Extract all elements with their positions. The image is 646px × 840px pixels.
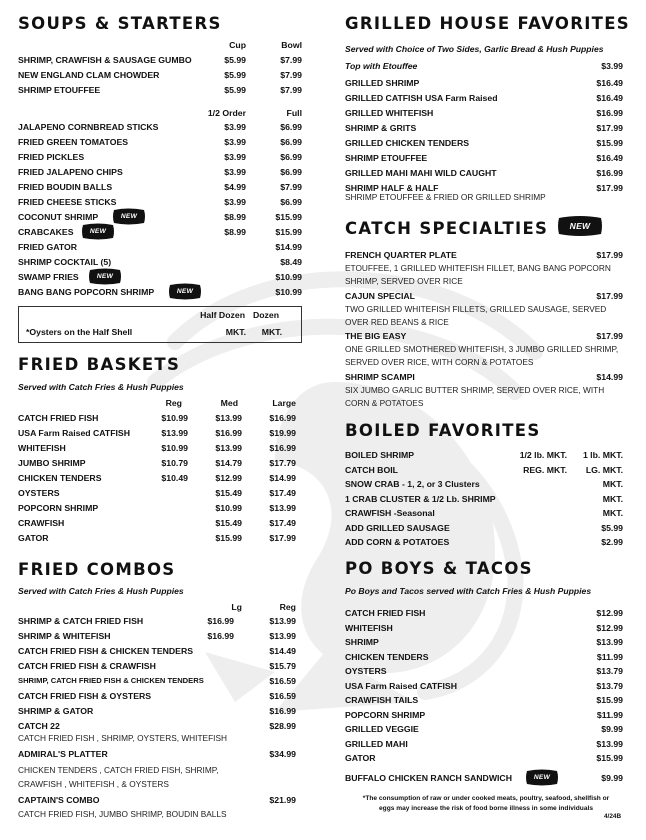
footnote-line-1: *The consumption of raw or under cooked meats, poultry, seafood, shellfish or <box>362 795 610 802</box>
item-price-large: $14.99 <box>269 473 296 483</box>
item-description: SERVED OVER RICE, WITH CORN & POTATOES <box>345 357 534 367</box>
menu-item <box>345 448 625 462</box>
item-price-reg: $13.99 <box>269 616 296 626</box>
menu-item <box>18 614 302 628</box>
item-price-lg: $16.99 <box>207 616 234 626</box>
menu-item <box>18 426 302 440</box>
item-name: SHRIMP ETOUFFEE <box>18 85 101 95</box>
item-price-reg: $10.79 <box>161 458 188 468</box>
item-price-large: $17.49 <box>269 518 296 528</box>
menu-item <box>18 270 302 284</box>
item-name: CATCH BOIL <box>345 464 398 475</box>
item-price: $3.99 <box>601 61 623 71</box>
menu-item <box>18 150 302 164</box>
oyster-box <box>18 306 302 343</box>
item-price-full: $7.99 <box>280 182 302 192</box>
item-price: $17.99 <box>596 331 623 341</box>
item-description: ONE GRILLED SMOTHERED WHITEFISH, 3 JUMBO GRILLED SHRIMP, <box>345 344 619 354</box>
item-name: NEW ENGLAND CLAM CHOWDER <box>18 70 160 80</box>
new-badge: NEW <box>88 268 122 285</box>
menu-item <box>345 737 625 751</box>
item-price: $13.79 <box>596 666 623 676</box>
menu-item <box>345 76 625 90</box>
grilled-subtitle: Served with Choice of Two Sides, Garlic Bread & Hush Puppies <box>345 44 604 54</box>
item-price: $15.99 <box>596 138 623 148</box>
item-price-full: $10.99 <box>275 272 302 282</box>
item-name: FRIED CHEESE STICKS <box>18 197 117 207</box>
col-head-cup: Cup <box>229 40 246 50</box>
item-price-reg: $16.59 <box>269 676 296 686</box>
item-name: FRIED JALAPENO CHIPS <box>18 167 123 177</box>
poboys-title: PO BOYS & TACOS <box>345 559 533 578</box>
item-price: $17.99 <box>596 123 623 133</box>
item-price-full: $15.99 <box>275 227 302 237</box>
item-price-bowl: $7.99 <box>280 85 302 95</box>
menu-item <box>345 106 625 120</box>
menu-item <box>345 248 625 262</box>
item-price-full: $6.99 <box>280 122 302 132</box>
item-price-large: $19.99 <box>269 428 296 438</box>
item-name: GATOR <box>18 533 49 543</box>
menu-item <box>18 53 302 67</box>
menu-item <box>18 411 302 425</box>
item-name: ADD CORN & POTATOES <box>345 537 450 547</box>
item-description: CORN & POTATOES <box>345 397 424 408</box>
menu-item <box>345 693 625 707</box>
menu-item <box>18 135 302 149</box>
item-price-full: $14.99 <box>275 242 302 252</box>
combos-subtitle: Served with Catch Fries & Hush Puppies <box>18 586 184 596</box>
menu-item <box>345 635 625 649</box>
specialties-title: CATCH SPECIALTIES <box>345 219 549 238</box>
footnote-line-2: eggs may increase the risk of food borne illness in some individuals <box>379 805 593 812</box>
item-price: $9.99 <box>601 724 623 734</box>
item-price-bowl: $7.99 <box>280 70 302 80</box>
soups-title: SOUPS & STARTERS <box>18 14 222 33</box>
item-name: SHRIMP & WHITEFISH <box>18 631 111 641</box>
item-name: GRILLED CATFISH USA Farm Raised <box>345 93 498 103</box>
item-price-med: $14.79 <box>215 458 242 468</box>
item-price: $17.99 <box>596 183 623 193</box>
baskets-title: FRIED BASKETS <box>18 355 181 374</box>
item-price-large: $16.99 <box>269 443 296 453</box>
item-price-med: $13.99 <box>215 413 242 423</box>
menu-item <box>345 664 625 678</box>
version-code: 4/24B <box>604 813 622 820</box>
menu-item <box>18 456 302 470</box>
item-price-full: $6.99 <box>280 197 302 207</box>
menu-item <box>18 516 302 530</box>
col-head-bowl: Bowl <box>281 40 302 50</box>
item-price: $13.79 <box>596 680 623 691</box>
item-name: CATCH FRIED FISH & OYSTERS <box>18 691 152 701</box>
item-name: CRAWFISH -Seasonal <box>345 508 435 518</box>
item-price: $16.99 <box>596 108 623 118</box>
item-name: CRAWFISH <box>18 518 65 528</box>
item-price-full: $8.49 <box>280 257 302 267</box>
item-name: CHICKEN TENDERS <box>345 651 429 662</box>
item-name: GATOR <box>345 753 376 763</box>
item-price-half: $4.99 <box>224 182 246 192</box>
col-head-med: Med <box>220 398 238 408</box>
item-price: $16.49 <box>596 78 623 88</box>
item-name: JUMBO SHRIMP <box>18 458 86 468</box>
item-name: SHRIMP & GRITS <box>345 123 417 133</box>
item-name: SHRIMP HALF & HALF <box>345 183 439 193</box>
item-name: SHRIMP & GATOR <box>18 706 94 716</box>
item-price-cup: $5.99 <box>224 85 246 95</box>
menu-item <box>18 240 302 254</box>
menu-item <box>345 722 625 736</box>
menu-item <box>18 68 302 82</box>
item-name: BANG BANG POPCORN SHRIMP <box>18 287 155 297</box>
item-description: OVER RED BEANS & RICE <box>345 316 449 327</box>
item-price: $15.99 <box>596 753 623 763</box>
item-price-large: MKT. <box>602 479 623 489</box>
item-name: *Oysters on the Half Shell <box>26 327 133 337</box>
item-price-half: $8.99 <box>224 212 246 222</box>
item-price-med: $16.99 <box>215 428 242 438</box>
item-price-large: $5.99 <box>601 522 623 533</box>
item-name: GRILLED WHITEFISH <box>345 108 434 118</box>
menu-item <box>345 650 625 664</box>
item-name: CATCH FRIED FISH & CHICKEN TENDERS <box>18 646 194 656</box>
menu-item <box>18 644 302 658</box>
item-price-med: $15.49 <box>215 518 242 528</box>
menu-item <box>345 521 625 535</box>
item-name: CATCH FRIED FISH <box>345 608 426 618</box>
item-price-large: $17.79 <box>269 458 296 468</box>
item-name: GRILLED CHICKEN TENDERS <box>345 138 470 148</box>
item-name: WHITEFISH <box>345 622 393 633</box>
item-name: SHRIMP, CRAWFISH & SAUSAGE GUMBO <box>18 55 192 65</box>
menu-item <box>18 471 302 485</box>
item-name: POPCORN SHRIMP <box>18 503 99 513</box>
item-name: JALAPENO CORNBREAD STICKS <box>18 122 159 132</box>
menu-item <box>18 83 302 97</box>
col-head-reg: Reg <box>165 398 182 408</box>
item-name: POPCORN SHRIMP <box>345 709 426 720</box>
item-name: CAPTAIN'S COMBO <box>18 795 100 805</box>
item-price-large: $17.49 <box>269 488 296 498</box>
item-name: WHITEFISH <box>18 443 66 453</box>
admirals-description-2: CRAWFISH , WHITEFISH , & OYSTERS <box>18 779 169 789</box>
captains-description: CATCH FRIED FISH, JUMBO SHRIMP, BOUDIN BALLS <box>18 809 227 819</box>
item-price-reg: $10.99 <box>161 443 188 453</box>
item-price-reg: $13.99 <box>269 631 296 641</box>
item-price-bowl: $7.99 <box>280 55 302 65</box>
item-price-small: REG. MKT. <box>523 464 567 475</box>
item-name: Top with Etouffee <box>345 61 418 71</box>
item-price-reg: $15.79 <box>269 661 296 671</box>
item-price-half-dozen: MKT. <box>225 327 246 337</box>
menu-item <box>18 285 302 299</box>
col-head-reg: Reg <box>279 602 296 612</box>
menu-item <box>345 492 625 506</box>
menu-item <box>18 689 302 703</box>
item-price-full: $6.99 <box>280 152 302 162</box>
item-description: TWO GRILLED WHITEFISH FILLETS, GRILLED SAUSAGE, SERVED <box>345 303 607 314</box>
admirals-description-1: CHICKEN TENDERS , CATCH FRIED FISH, SHRIMP, <box>18 765 219 775</box>
menu-item <box>18 486 302 500</box>
half-and-half-description: SHRIMP ETOUFFEE & FRIED OR GRILLED SHRIMP <box>345 192 546 202</box>
item-price-reg: $10.49 <box>161 473 188 483</box>
item-price: $11.99 <box>596 709 623 720</box>
new-badge: NEW <box>168 283 202 300</box>
item-price-half: $3.99 <box>224 152 246 162</box>
item-price: $12.99 <box>596 608 623 618</box>
item-name: OYSTERS <box>345 666 387 676</box>
item-price-large: $17.99 <box>269 533 296 543</box>
menu-item <box>18 255 302 269</box>
menu-item <box>345 606 625 620</box>
item-name: SHRIMP SCAMPI <box>345 371 415 382</box>
item-name: CATCH FRIED FISH & CRAWFISH <box>18 661 156 671</box>
menu-item-top-etouffee <box>345 59 625 73</box>
item-price-med: $15.49 <box>215 488 242 498</box>
item-price-large: LG. MKT. <box>585 464 623 475</box>
item-price-large: $13.99 <box>269 503 296 513</box>
menu-item <box>345 329 625 343</box>
item-price-full: $6.99 <box>280 167 302 177</box>
menu-item <box>18 441 302 455</box>
menu-item <box>18 704 302 718</box>
new-badge: NEW <box>525 769 559 786</box>
item-price-cup: $5.99 <box>224 70 246 80</box>
item-price-med: $13.99 <box>215 443 242 453</box>
item-price-half: $3.99 <box>224 122 246 132</box>
menu-item <box>18 225 302 239</box>
menu-item <box>18 165 302 179</box>
item-name: FRIED BOUDIN BALLS <box>18 182 113 192</box>
new-badge: NEW <box>112 208 146 225</box>
item-price-lg: $16.99 <box>207 631 234 641</box>
menu-item <box>345 289 625 303</box>
menu-item-captains-combo <box>18 793 298 807</box>
menu-item-admirals-platter <box>18 747 298 761</box>
col-head-lg: Lg <box>231 602 242 612</box>
item-name: ADD GRILLED SAUSAGE <box>345 522 450 533</box>
combos-title: FRIED COMBOS <box>18 560 176 579</box>
item-price-half: $3.99 <box>224 197 246 207</box>
item-name: USA Farm Raised CATFISH <box>345 680 457 691</box>
item-name: GRILLED SHRIMP <box>345 78 420 88</box>
item-name: CRABCAKES <box>18 227 74 237</box>
menu-item <box>18 210 302 224</box>
item-name: ADMIRAL'S PLATTER <box>18 749 108 759</box>
item-price-large: MKT. <box>602 493 623 504</box>
item-price-med: $12.99 <box>215 473 242 483</box>
menu-item <box>18 674 302 688</box>
item-price-half: $8.99 <box>224 227 246 237</box>
menu-item-buffalo-sandwich <box>345 771 625 785</box>
item-price: $21.99 <box>269 795 296 805</box>
item-name: SHRIMP & CATCH FRIED FISH <box>18 616 144 626</box>
item-name: USA Farm Raised CATFISH <box>18 428 130 438</box>
item-price-med: $15.99 <box>215 533 242 543</box>
col-head-half-dozen: Half Dozen <box>200 310 245 320</box>
item-price: $34.99 <box>269 749 296 759</box>
menu-item <box>18 629 302 643</box>
item-name: FRENCH QUARTER PLATE <box>345 250 457 260</box>
menu-item <box>345 708 625 722</box>
item-name: GRILLED MAHI <box>345 738 408 749</box>
menu-item <box>18 180 302 194</box>
menu-item <box>345 370 625 384</box>
item-price-large: MKT. <box>602 508 623 518</box>
item-price-half: $3.99 <box>224 167 246 177</box>
item-price: $14.99 <box>596 371 623 382</box>
item-name: SHRIMP COCKTAIL (5) <box>18 257 112 267</box>
item-description: SIX JUMBO GARLIC BUTTER SHRIMP, SERVED OVER RICE, WITH <box>345 384 605 395</box>
menu-item <box>345 506 625 520</box>
item-name: BOILED SHRIMP <box>345 450 415 460</box>
col-head-half-order: 1/2 Order <box>207 108 246 118</box>
item-name: CAJUN SPECIAL <box>345 290 415 301</box>
item-name: CHICKEN TENDERS <box>18 473 102 483</box>
item-name: FRIED GREEN TOMATOES <box>18 137 129 147</box>
item-price-large: 1 lb. MKT. <box>582 450 623 460</box>
item-name: SNOW CRAB - 1, 2, or 3 Clusters <box>345 479 480 489</box>
item-name: OYSTERS <box>18 488 60 498</box>
item-price-dozen: MKT. <box>261 327 282 337</box>
menu-item <box>345 136 625 150</box>
item-price: $13.99 <box>596 738 623 749</box>
menu-item <box>18 531 302 545</box>
item-price-reg: $13.99 <box>161 428 188 438</box>
item-name: CATCH 22 <box>18 721 60 731</box>
menu-item <box>345 535 625 549</box>
item-name: GRILLED VEGGIE <box>345 724 419 734</box>
item-price: $11.99 <box>596 651 623 662</box>
item-price: $15.99 <box>596 695 623 705</box>
item-price-reg: $28.99 <box>269 721 296 731</box>
col-head-large: Large <box>272 398 296 408</box>
item-description: SHRIMP, SERVED OVER RICE <box>345 276 463 286</box>
item-name: SWAMP FRIES <box>18 272 79 282</box>
item-price: $9.99 <box>601 773 623 783</box>
item-name: FRIED GATOR <box>18 242 78 252</box>
item-name: 1 CRAB CLUSTER & 1/2 Lb. SHRIMP <box>345 493 496 504</box>
item-name: SHRIMP <box>345 637 379 647</box>
item-price-reg: $14.49 <box>269 646 296 656</box>
item-price: $12.99 <box>596 622 623 633</box>
col-head-full: Full <box>286 108 302 118</box>
item-name: THE BIG EASY <box>345 331 407 341</box>
item-name: BUFFALO CHICKEN RANCH SANDWICH <box>345 773 512 783</box>
item-name: FRIED PICKLES <box>18 152 85 162</box>
item-price-reg: $10.99 <box>161 413 188 423</box>
item-description: ETOUFFEE, 1 GRILLED WHITEFISH FILLET, BANG BANG POPCORN <box>345 263 611 273</box>
menu-item <box>345 751 625 765</box>
menu-item-oysters-half-shell <box>26 325 296 339</box>
item-name: COCONUT SHRIMP <box>18 212 99 222</box>
item-price-cup: $5.99 <box>224 55 246 65</box>
new-badge: NEW <box>81 223 115 240</box>
new-badge: NEW <box>557 215 603 237</box>
menu-item <box>18 195 302 209</box>
item-name: SHRIMP ETOUFFEE <box>345 153 428 163</box>
item-price: $17.99 <box>596 250 623 260</box>
menu-item <box>345 166 625 180</box>
item-price: $13.99 <box>596 637 623 647</box>
menu-item <box>345 679 625 693</box>
poboys-subtitle: Po Boys and Tacos served with Catch Fries & Hush Puppies <box>345 586 592 596</box>
item-name: CATCH FRIED FISH <box>18 413 99 423</box>
item-name: GRILLED MAHI MAHI WILD CAUGHT <box>345 168 497 178</box>
menu-item <box>18 719 302 733</box>
menu-item <box>345 621 625 635</box>
item-price-half: $3.99 <box>224 137 246 147</box>
item-price: $16.99 <box>596 168 623 178</box>
menu-item <box>345 151 625 165</box>
item-price-full: $10.99 <box>275 287 302 297</box>
item-price-med: $10.99 <box>215 503 242 513</box>
grilled-title: GRILLED HOUSE FAVORITES <box>345 14 630 33</box>
item-price-reg: $16.59 <box>269 691 296 701</box>
baskets-subtitle: Served with Catch Fries & Hush Puppies <box>18 382 184 392</box>
menu-item <box>345 477 625 491</box>
item-price-reg: $16.99 <box>269 706 296 716</box>
menu-item <box>345 91 625 105</box>
item-price-large: $2.99 <box>601 537 623 547</box>
footnote <box>341 794 631 814</box>
item-price-full: $6.99 <box>280 137 302 147</box>
boiled-title: BOILED FAVORITES <box>345 421 541 440</box>
item-price-small: 1/2 lb. MKT. <box>519 450 567 460</box>
item-price: $16.49 <box>596 153 623 163</box>
item-price: $16.49 <box>596 93 623 103</box>
item-name: SHRIMP, CATCH FRIED FISH & CHICKEN TENDERS <box>18 676 204 685</box>
menu-item <box>345 463 625 477</box>
item-name: CRAWFISH TAILS <box>345 695 419 705</box>
catch22-description: CATCH FRIED FISH , SHRIMP, OYSTERS, WHITEFISH <box>18 733 227 743</box>
menu-item <box>18 501 302 515</box>
menu-item <box>18 120 302 134</box>
item-price-large: $16.99 <box>269 413 296 423</box>
menu-item <box>345 121 625 135</box>
col-head-dozen: Dozen <box>252 310 279 320</box>
item-price: $17.99 <box>596 290 623 301</box>
menu-item <box>18 659 302 673</box>
item-price-full: $15.99 <box>275 212 302 222</box>
